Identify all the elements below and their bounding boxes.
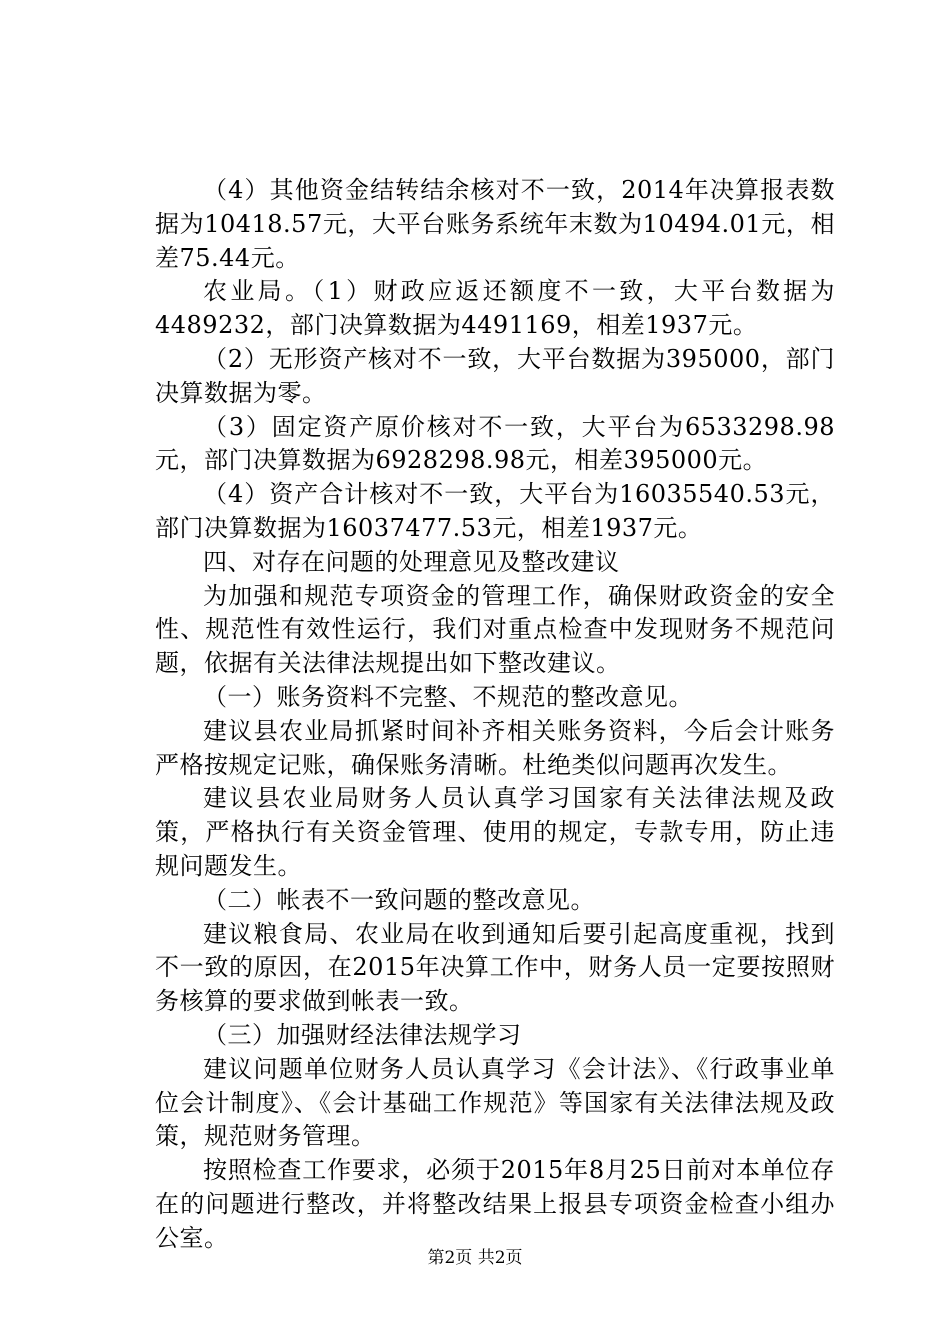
paragraph: 建议问题单位财务人员认真学习《会计法》、《行政事业单位会计制度》、《会计基础工作规范》等国家有关法律法规及政策，规范财务管理。	[155, 1054, 835, 1151]
paragraph: 建议县农业局财务人员认真学习国家有关法律法规及政策，严格执行有关资金管理、使用的规定，专款专用，防止违规问题发生。	[155, 784, 835, 880]
subsection-heading: （二）帐表不一致问题的整改意见。	[203, 885, 595, 914]
paragraph: 建议县农业局抓紧时间补齐相关账务资料，今后会计账务严格按规定记账，确保账务清晰。杜绝类似问题再次发生。	[155, 716, 835, 779]
paragraph: （4）其他资金结转结余核对不一致，2014年决算报表数据为10418.57元，大平台账务系统年末数为10494.01元，相差75.44元。	[155, 176, 835, 272]
page-footer: 第2页 共2页	[427, 1248, 523, 1268]
paragraph: 为加强和规范专项资金的管理工作，确保财政资金的安全性、规范性有效性运行，我们对重点检查中发现财务不规范问题，依据有关法律法规提出如下整改建议。	[155, 581, 835, 678]
paragraph: （2）无形资产核对不一致，大平台数据为395000，部门决算数据为零。	[155, 344, 835, 407]
document-body	[155, 174, 835, 1256]
paragraph: 农业局。（1）财政应返还额度不一致，大平台数据为4489232，部门决算数据为4491169，相差1937元。	[155, 277, 835, 340]
paragraph: （3）固定资产原价核对不一致，大平台为6533298.98元，部门决算数据为6928298.98元，相差395000元。	[155, 412, 835, 475]
paragraph: （4）资产合计核对不一致，大平台为16035540.53元，部门决算数据为16037477.53元，相差1937元。	[155, 480, 835, 542]
paragraph: 建议粮食局、农业局在收到通知后要引起高度重视，找到不一致的原因，在2015年决算工作中，财务人员一定要按照财务核算的要求做到帐表一致。	[155, 919, 835, 1016]
paragraph: 按照检查工作要求，必须于2015年8月25日前对本单位存在的问题进行整改，并将整改结果上报县专项资金检查小组办公室。	[155, 1156, 835, 1252]
subsection-heading: （三）加强财经法律法规学习	[203, 1020, 522, 1049]
section-heading: 四、对存在问题的处理意见及整改建议	[203, 547, 620, 576]
subsection-heading: （一）账务资料不完整、不规范的整改意见。	[203, 682, 693, 711]
